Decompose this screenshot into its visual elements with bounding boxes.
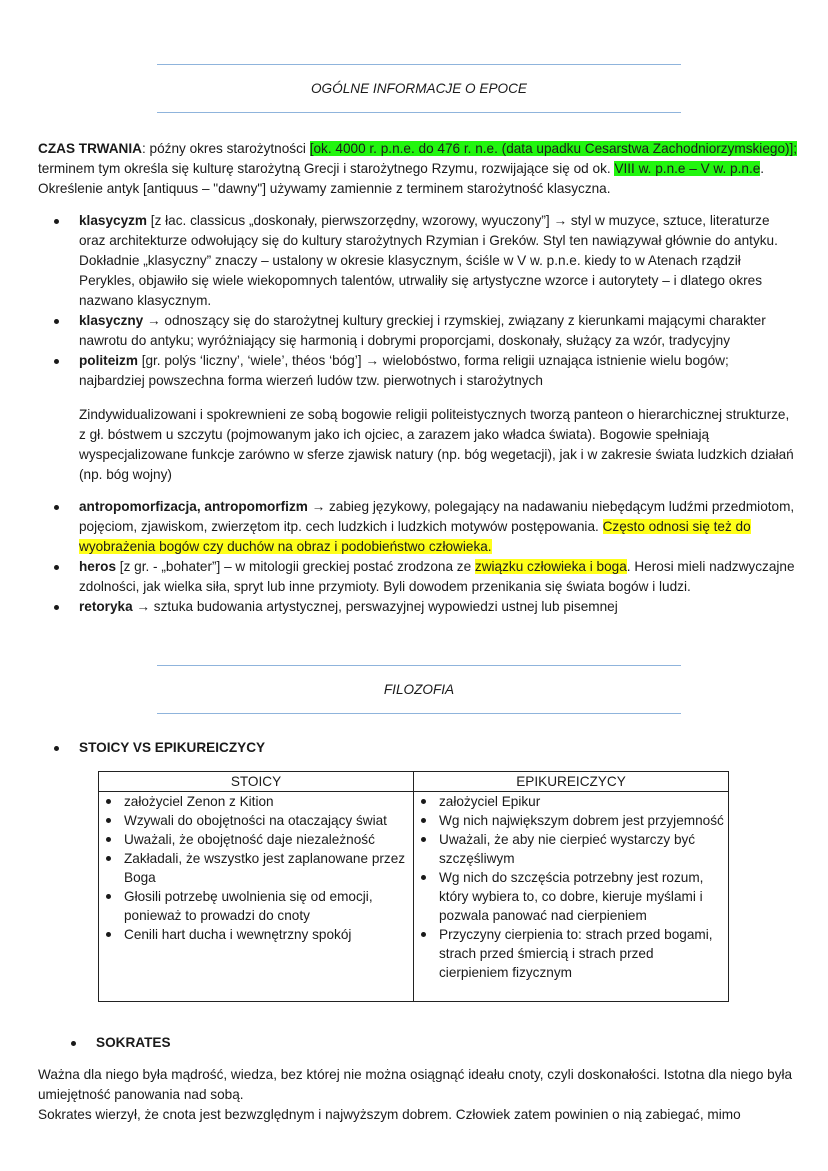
- list-item: założyciel Epikur: [414, 792, 728, 811]
- term-name: klasycyzm: [79, 213, 148, 228]
- comparison-heading-item: [38, 738, 798, 758]
- term-definition: → odnoszący się do starożytnej kultury greckiej i rzymskiej, związany z kierunkami mającymi charakter nawrotu do antyku; wyróżniający się harmonią i dobrymi proporcjami, doskonały, służący za wzór, tradycyjny: [79, 313, 766, 348]
- epicureans-list: [414, 792, 728, 982]
- term-highlight: związku człowieka i boga: [474, 559, 627, 574]
- term-name: klasyczny: [79, 313, 144, 328]
- comparison-heading-list: [38, 738, 798, 758]
- comparison-table: [98, 771, 729, 1002]
- duration-paragraph: [38, 139, 798, 199]
- duration-text: : późny okres starożytności: [141, 141, 310, 156]
- terms-list-2: [38, 497, 798, 617]
- stoics-list: [99, 792, 413, 944]
- socrates-paragraph-2: Sokrates wierzył, że cnota jest bezwzględnym i najwyższym dobrem. Człowiek zatem powinien o nią zabiegać, mimo: [38, 1107, 741, 1122]
- term-definition-end: . Herosi mieli nadzwyczajne zdolności, jak wielka siła, spryt lub inne przymioty. Byli dowodem przenikania się świata bogów i ludzi.: [79, 559, 795, 594]
- duration-text-end: . Określenie antyk [antiquus – "dawny"] używamy zamiennie z terminem starożytność klasyczna.: [38, 161, 765, 196]
- duration-highlight-centuries: VIII w. p.n.e – V w. p.n.e: [614, 161, 761, 176]
- term-name: retoryka: [79, 599, 133, 614]
- section-rule-top: [157, 665, 681, 666]
- duration-label: CZAS TRWANIA: [38, 141, 142, 156]
- list-item: Zakładali, że wszystko jest zaplanowane przez Boga: [99, 849, 413, 887]
- section-title-epoch: OGÓLNE INFORMACJE O EPOCE: [310, 81, 528, 96]
- term-item-klasycyzm: [38, 211, 798, 311]
- term-highlight: Często odnosi się też do wyobrażenia bogów czy duchów na obraz i podobieństwo człowieka.: [79, 519, 751, 554]
- section-title-philosophy: FILOZOFIA: [383, 682, 455, 697]
- list-item: Wg nich największym dobrem jest przyjemność: [414, 811, 728, 830]
- term-item-klasyczny: [38, 311, 798, 351]
- term-definition: → sztuka budowania artystycznej, perswazyjnej wypowiedzi ustnej lub pisemnej: [132, 599, 618, 614]
- duration-highlight-range: [ok. 4000 r. p.n.e. do 476 r. n.e. (data upadku Cesarstwa Zachodniorzymskiego)];: [309, 141, 798, 156]
- list-item: Uważali, że aby nie cierpieć wystarczy być szczęśliwym: [414, 830, 728, 868]
- list-item: Przyczyny cierpienia to: strach przed bogami, strach przed śmiercią i strach przed cierpieniem fizycznym: [414, 925, 728, 982]
- section-rule-bottom: [157, 713, 681, 714]
- epicureans-cell: [414, 792, 729, 1002]
- term-item-heros: [38, 557, 798, 597]
- socrates-heading-list: [55, 1033, 815, 1053]
- list-item: Uważali, że obojętność daje niezależność: [99, 830, 413, 849]
- term-definition: → zabieg językowy, polegający na nadawaniu niebędącym ludźmi przedmiotom, pojęciom, zjawiskom, zwierzętom itp. cech ludzkich i ludzkich motywów postępowania.: [79, 499, 795, 534]
- term-definition: [z gr. - „bohater”] – w mitologii greckiej postać zrodzona ze: [116, 559, 475, 574]
- terms-list: [38, 211, 798, 391]
- term-name: politeizm: [79, 353, 138, 368]
- term-definition: [z łac. classicus „doskonały, pierwszorzędny, wzorowy, wyuczony”] → styl w muzyce, sztuce, literaturze oraz architekturze odwołujący się do kultury starożytnych Rzymian i Greków. Styl ten nawiązywał głównie do antyku. Dokładnie „klasyczny” znaczy – ustalony w okresie klasycznym, ściśle w V w. p.n.e. kiedy to w Atenach rządził Perykles, objawiło się wiele wiekopomnych talentów, utrwaliły się artystyczne wzorce i autorytety – i dlatego okres nazwano klasycznym.: [79, 213, 778, 308]
- list-item: założyciel Zenon z Kition: [99, 792, 413, 811]
- duration-text-mid: terminem tym określa się kulturę starożytną Grecji i starożytnego Rzymu, rozwijające się od ok.: [38, 161, 615, 176]
- section-rule-bottom: [157, 112, 681, 113]
- term-item-politeizm: [38, 351, 798, 391]
- term-definition: [gr. polýs ‘liczny’, ‘wiele’, théos ‘bóg’] → wielobóstwo, forma religii uznająca istnienie wielu bogów; najbardziej powszechna forma wierzeń ludów tzw. pierwotnych i starożytnych: [79, 353, 729, 388]
- comparison-heading: STOICY VS EPIKUREICZYCY: [79, 740, 266, 755]
- socrates-heading-item: [55, 1033, 815, 1053]
- stoics-cell: [99, 792, 414, 1002]
- list-item: Wzywali do obojętności na otaczający świat: [99, 811, 413, 830]
- polytheism-note: Zindywidualizowani i spokrewnieni ze sobą bogowie religii politeistycznych tworzą panteon o hierarchicznej strukturze, z gł. bóstwem u szczytu (pojmowanym jako ich ojciec, a zarazem jako władca świata). Bogowie spełniają wyspecjalizowane funkcje zarówno w sferze zjawisk natury (np. bóg wegetacji), jak i w zakresie świata ludzkich działań (np. bóg wojny): [79, 407, 794, 482]
- section-rule-top: [157, 64, 681, 65]
- term-item-retoryka: [38, 597, 798, 617]
- term-item-antropomorfizm: [38, 497, 798, 557]
- column-header-epicureans: EPIKUREICZYCY: [414, 772, 729, 792]
- list-item: Wg nich do szczęścia potrzebny jest rozum, który wybiera to, co dobre, kieruje myślami i pozwala panować nad cierpieniem: [414, 868, 728, 925]
- term-name: heros: [79, 559, 117, 574]
- column-header-stoics: STOICY: [99, 772, 414, 792]
- socrates-paragraph-1: Ważna dla niego była mądrość, wiedza, bez której nie można osiągnąć ideału cnoty, czyli doskonałości. Istotna dla niego była umiejętność panowania nad sobą.: [38, 1067, 793, 1102]
- list-item: Cenili hart ducha i wewnętrzny spokój: [99, 925, 413, 944]
- list-item: Głosili potrzebę uwolnienia się od emocji, ponieważ to prowadzi do cnoty: [99, 887, 413, 925]
- term-name: antropomorfizacja, antropomorfizm: [79, 499, 308, 514]
- socrates-heading: SOKRATES: [96, 1035, 171, 1050]
